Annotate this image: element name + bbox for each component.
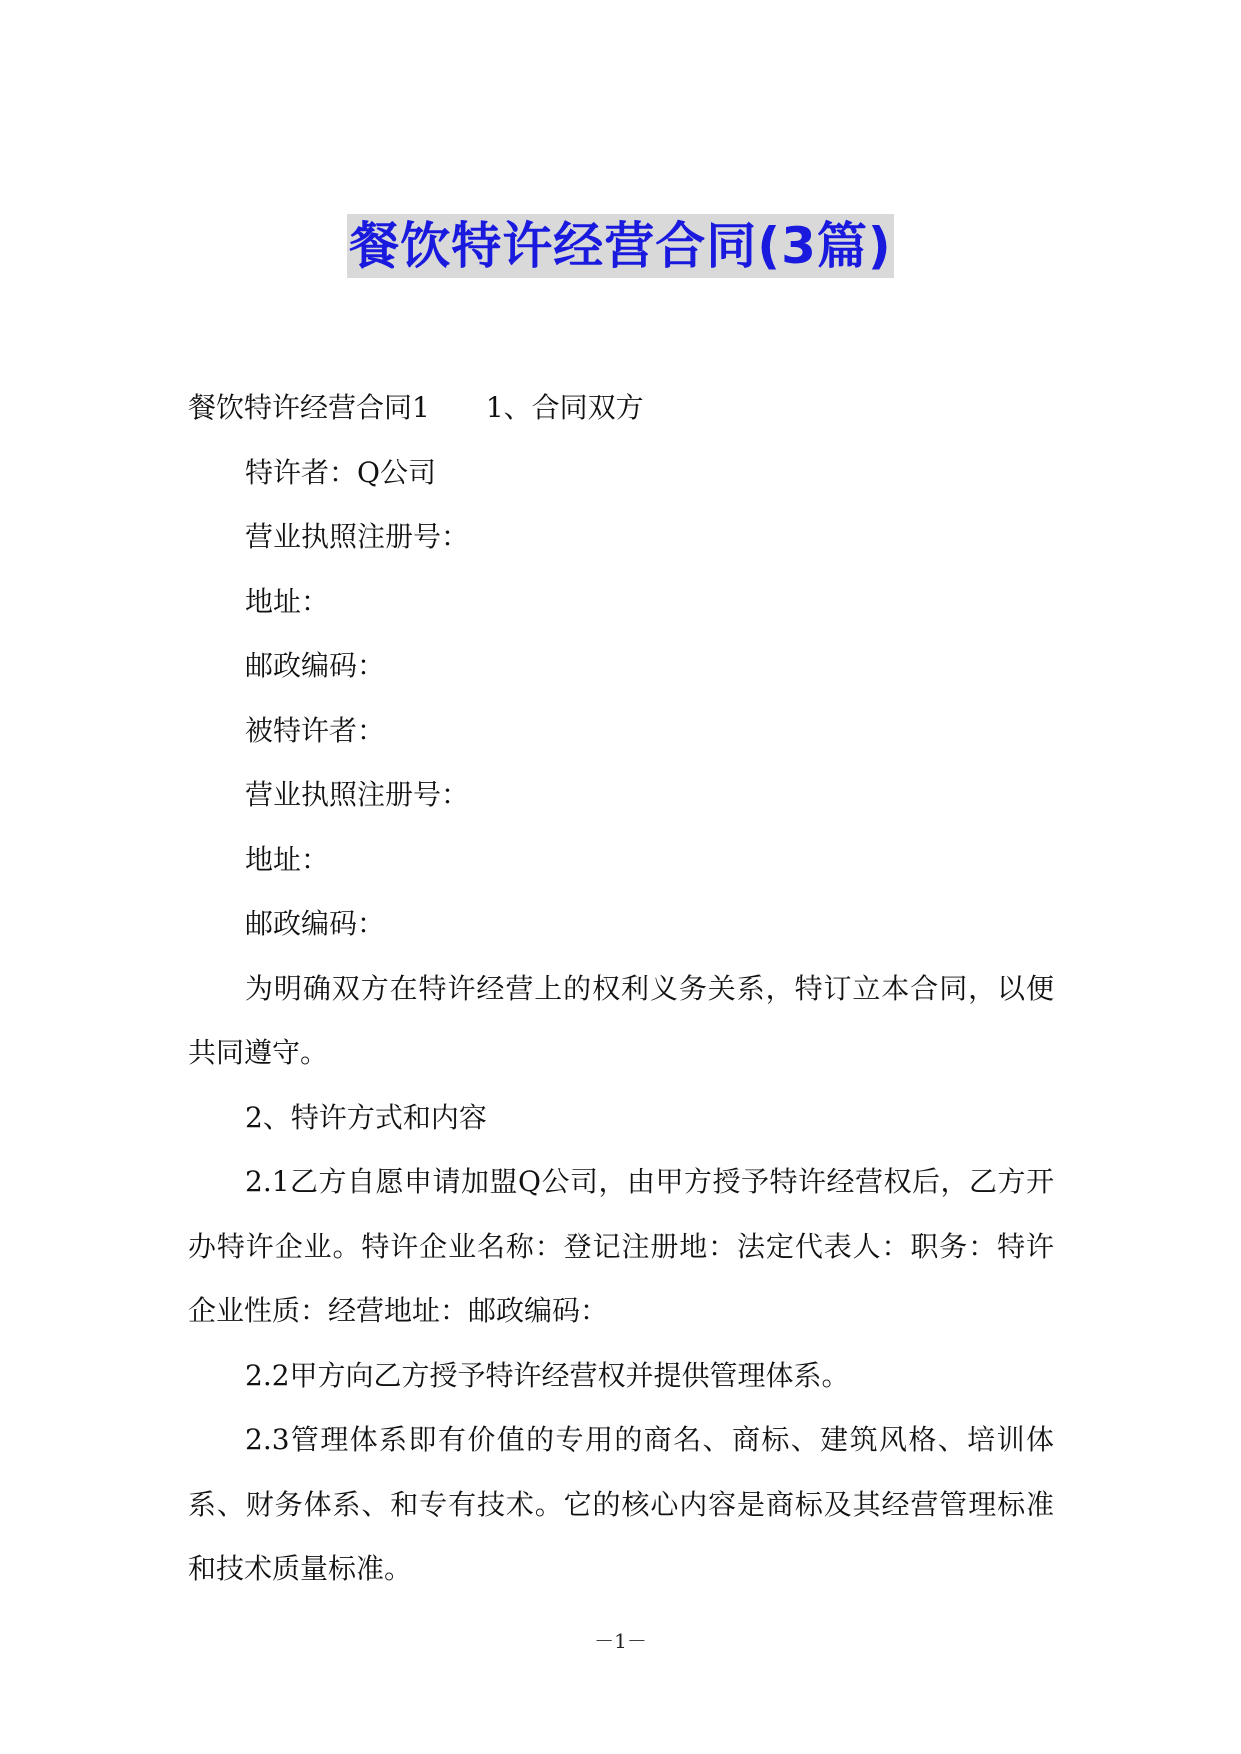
paragraph: 2.2甲方向乙方授予特许经营权并提供管理体系。 [245, 1358, 850, 1392]
paragraph: 2.3管理体系即有价值的专用的商名、商标、建筑风格、培训体系、财务体系、和专有技术。它的核心内容是商标及其经营管理标准和技术质量标准。 [188, 1423, 1054, 1585]
party-line: 邮政编码： [245, 907, 386, 940]
party-line: 特许者：Q公司 [245, 455, 436, 489]
section-heading: 2、特许方式和内容 [245, 1100, 487, 1134]
party-line: 地址： [245, 584, 330, 618]
party-line: 营业执照注册号： [245, 778, 470, 811]
party-line: 被特许者： [245, 713, 386, 747]
party-line: 地址： [245, 842, 330, 876]
title-wrap [0, 214, 1241, 278]
page-number: －1－ [594, 1629, 647, 1653]
party-line: 营业执照注册号： [245, 520, 470, 553]
paragraph: 为明确双方在特许经营上的权利义务关系，特订立本合同，以便共同遵守。 [188, 971, 1054, 1069]
document-body [188, 376, 1054, 1602]
party-line: 邮政编码： [245, 649, 386, 682]
contract-heading: 餐饮特许经营合同1 [188, 391, 430, 424]
paragraph: 2.1乙方自愿申请加盟Q公司，由甲方授予特许经营权后，乙方开办特许企业。特许企业名称：登记注册地：法定代表人：职务：特许企业性质：经营地址：邮政编码： [188, 1165, 1054, 1327]
document-title: 餐饮特许经营合同(3篇) [347, 214, 894, 278]
first-line [188, 376, 1054, 441]
section-1-heading: 1、合同双方 [485, 391, 644, 424]
